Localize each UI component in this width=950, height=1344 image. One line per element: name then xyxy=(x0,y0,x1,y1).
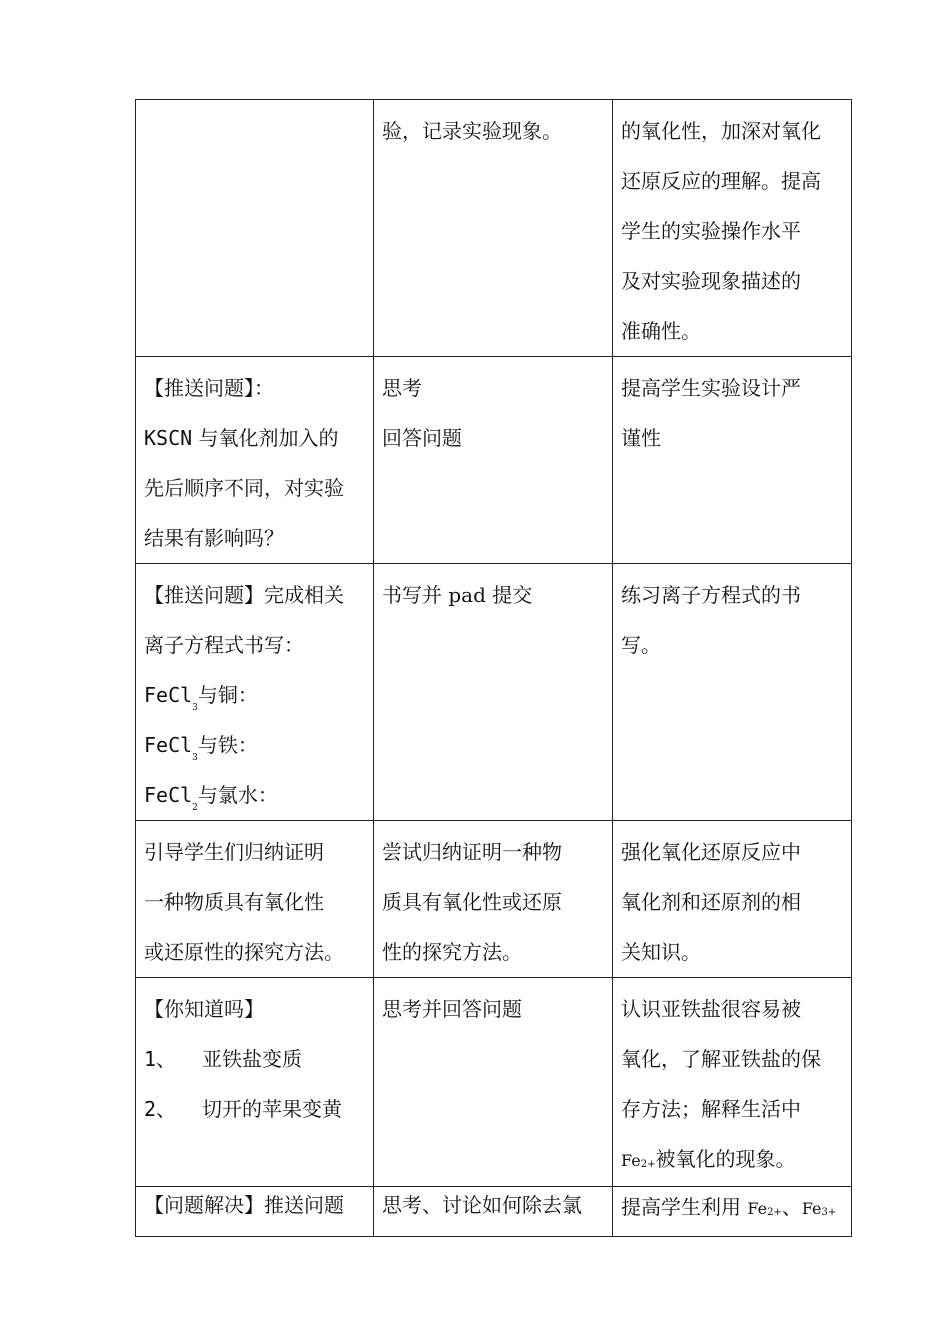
cell-line: 练习离子方程式的书 xyxy=(621,583,801,607)
table-row xyxy=(136,978,852,1187)
design-intent-cell xyxy=(613,564,852,821)
teacher-activity-cell xyxy=(136,978,374,1187)
design-intent-cell xyxy=(613,978,852,1187)
cell-line: 及对实验现象描述的 xyxy=(621,269,801,293)
formula-base: FeCl xyxy=(144,783,193,807)
formula-subscript: 3 xyxy=(192,753,198,763)
ion-formula: Fe xyxy=(801,1199,822,1218)
design-intent-cell xyxy=(613,357,852,564)
ion-charge: 2+ xyxy=(640,1159,656,1170)
cell-line: 写。 xyxy=(621,633,661,657)
cell-line: 性的探究方法。 xyxy=(382,940,522,964)
cell-line: 认识亚铁盐很容易被 xyxy=(621,997,801,1021)
cell-text: 与氯水： xyxy=(197,783,278,807)
ion-charge: 2+ xyxy=(767,1207,782,1218)
design-intent-cell xyxy=(613,100,852,357)
cell-heading: 【你知道吗】 xyxy=(144,997,264,1021)
teacher-activity-cell xyxy=(136,821,374,978)
list-text: 切开的苹果变黄 xyxy=(202,1097,342,1121)
cell-line: 质具有氧化性或还原 xyxy=(382,890,562,914)
cell-line: 准确性。 xyxy=(621,319,701,343)
cell-heading: 【推送问题】完成相关 xyxy=(144,583,344,607)
cell-line: 回答问题 xyxy=(382,426,462,450)
cell-line: 还原反应的理解。提高 xyxy=(621,169,821,193)
ion-formula: Fe xyxy=(747,1199,768,1218)
cell-line: 的氧化性，加深对氧化 xyxy=(621,119,821,143)
cell-text: 、 xyxy=(781,1195,802,1219)
student-activity-cell xyxy=(374,1187,613,1237)
formula-base: FeCl xyxy=(144,683,193,707)
cell-line: 引导学生们归纳证明 xyxy=(144,840,324,864)
cell-text: 与铜： xyxy=(197,683,258,707)
formula-line xyxy=(144,770,367,820)
cell-line: 书写并 pad 提交 xyxy=(382,583,533,607)
cell-line: 一种物质具有氧化性 xyxy=(144,890,324,914)
table-row xyxy=(136,100,852,357)
list-text: 亚铁盐变质 xyxy=(202,1047,302,1071)
formula-line xyxy=(621,1134,845,1186)
student-activity-cell xyxy=(374,100,613,357)
cell-line: 关知识。 xyxy=(621,940,701,964)
student-activity-cell xyxy=(374,564,613,821)
cell-line xyxy=(144,413,367,463)
table-row xyxy=(136,821,852,978)
list-item xyxy=(144,1084,367,1134)
cell-text: 被氧化的现象。 xyxy=(655,1147,796,1171)
teacher-activity-cell xyxy=(136,1187,374,1237)
cell-line: 离子方程式书写： xyxy=(144,633,304,657)
cell-line: 思考并回答问题 xyxy=(382,997,522,1021)
teacher-activity-cell xyxy=(136,564,374,821)
design-intent-cell xyxy=(613,821,852,978)
table-row xyxy=(136,357,852,564)
cell-line: 先后顺序不同，对实验 xyxy=(144,476,344,500)
cell-line: 结果有影响吗？ xyxy=(144,526,284,550)
ion-charge: 3+ xyxy=(821,1207,837,1218)
cell-line: 强化氧化还原反应中 xyxy=(621,840,801,864)
list-number: 1、 xyxy=(144,1047,177,1071)
cell-line: 尝试归纳证明一种物 xyxy=(382,840,562,864)
cell-line: 思考、讨论如何除去氯 xyxy=(382,1193,582,1217)
table-row xyxy=(136,564,852,821)
design-intent-cell xyxy=(613,1187,852,1237)
student-activity-cell xyxy=(374,821,613,978)
cell-text: 与氧化剂加入的 xyxy=(192,426,339,450)
cell-heading: 【推送问题】： xyxy=(144,376,274,400)
lesson-plan-table xyxy=(135,99,852,1237)
teacher-activity-cell xyxy=(136,100,374,357)
formula-line xyxy=(144,720,367,770)
cell-text: 提高学生利用 xyxy=(621,1195,748,1219)
kscn-formula: KSCN xyxy=(144,426,193,450)
formula-line xyxy=(621,1189,845,1227)
cell-line: 【问题解决】推送问题 xyxy=(144,1193,344,1217)
cell-line: 氧化剂和还原剂的相 xyxy=(621,890,801,914)
cell-line: 氧化，了解亚铁盐的保 xyxy=(621,1047,821,1071)
cell-text: 与铁： xyxy=(197,733,258,757)
formula-line xyxy=(144,670,367,720)
cell-line: 谨性 xyxy=(621,426,661,450)
cell-line: 思考 xyxy=(382,376,422,400)
student-activity-cell xyxy=(374,357,613,564)
formula-subscript: 2 xyxy=(192,803,198,813)
cell-line: 或还原性的探究方法。 xyxy=(144,940,344,964)
cell-line: 存方法；解释生活中 xyxy=(621,1097,801,1121)
list-number: 2、 xyxy=(144,1097,177,1121)
formula-base: FeCl xyxy=(144,733,193,757)
table-row xyxy=(136,1187,852,1237)
ion-formula: Fe xyxy=(621,1151,641,1170)
list-item xyxy=(144,1034,367,1084)
cell-line: 学生的实验操作水平 xyxy=(621,219,801,243)
cell-line: 提高学生实验设计严 xyxy=(621,376,801,400)
teacher-activity-cell xyxy=(136,357,374,564)
cell-line: 验，记录实验现象。 xyxy=(382,119,562,143)
formula-subscript: 3 xyxy=(192,703,198,713)
student-activity-cell xyxy=(374,978,613,1187)
